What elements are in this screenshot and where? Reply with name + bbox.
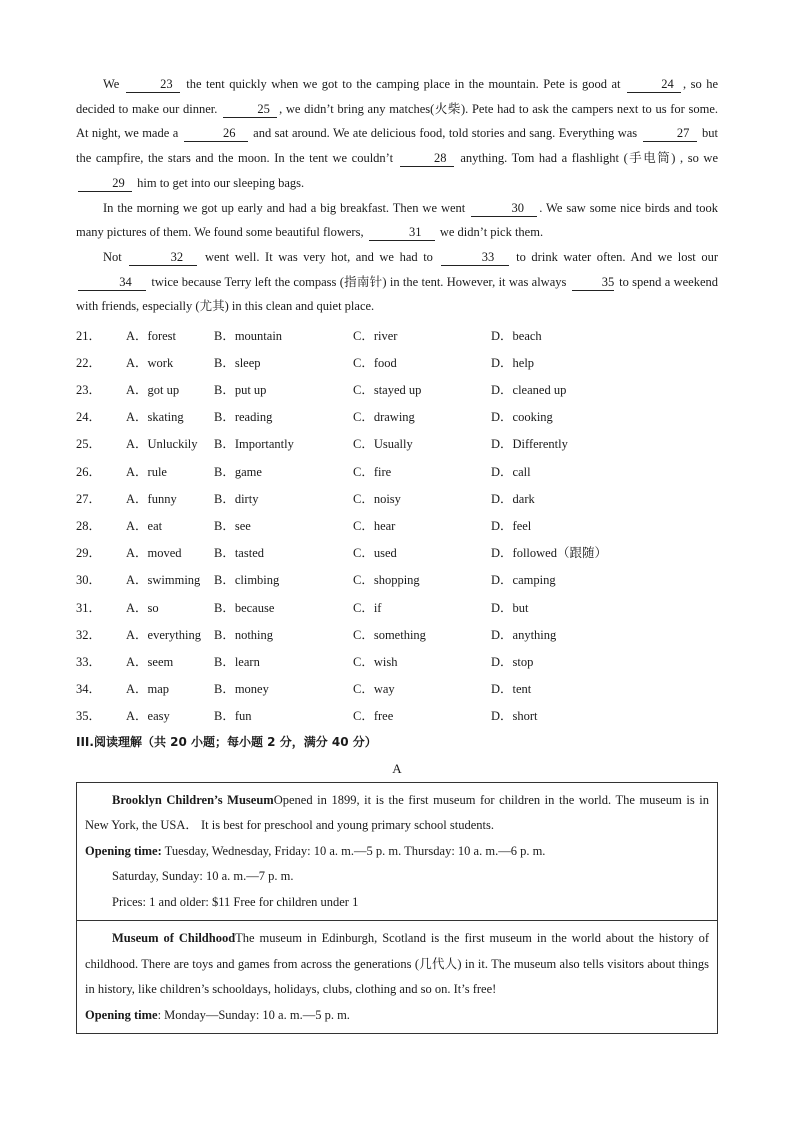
option-row: [76, 321, 718, 348]
option-d: D．beach: [491, 328, 542, 343]
museum-cell-childhood: [77, 920, 717, 1033]
question-number: 25．: [76, 437, 102, 452]
question-number: 32．: [76, 627, 102, 642]
option-c: C．wish: [353, 654, 398, 669]
museum-description: [85, 926, 709, 1003]
text: the tent quickly when we got to the camping place in the mountain. Pete is good at: [186, 77, 621, 91]
option-row: [76, 375, 718, 402]
cloze-paragraph-1: [76, 72, 718, 196]
museum-desc-text: The museum in Edinburgh, Scotland is the first museum in the world about the history of childhood. There are toys and games from across the generations (几代人) in it. The museum also tells visitors about things in history, like children’s schooldays, holidays, clubs, clothing and so on. It’s free!: [85, 931, 709, 997]
option-a: A．skating: [126, 410, 184, 425]
option-c: C．shopping: [353, 573, 420, 588]
question-number: 31．: [76, 600, 102, 615]
question-number: 22．: [76, 355, 102, 370]
option-row: [76, 348, 718, 375]
question-number: 24．: [76, 410, 102, 425]
option-b: B．Importantly: [214, 437, 294, 452]
option-a: A．seem: [126, 654, 174, 669]
option-a: A．moved: [126, 546, 182, 561]
option-c: C．if: [353, 600, 382, 615]
option-a: A．easy: [126, 709, 170, 724]
opening-time: [85, 839, 709, 865]
option-d: D．Differently: [491, 437, 568, 452]
option-row: [76, 647, 718, 674]
option-b: B．reading: [214, 410, 273, 425]
option-d: D．cleaned up: [491, 383, 567, 397]
option-c: C．food: [353, 355, 397, 370]
option-b: B．climbing: [214, 573, 280, 588]
option-d: D．help: [491, 355, 535, 370]
blank-32: 32: [129, 250, 197, 266]
museum-info-box: [76, 782, 718, 1035]
opening-time-value: Tuesday, Wednesday, Friday: 10 a. m.—5 p. m. Thursday: 10 a. m.—6 p. m.: [161, 843, 546, 858]
museum-desc-text: Opened in 1899, it is the first museum for children in the world. The museum is in New York, the USA． It is best for preschool and young primary school students.: [85, 792, 709, 833]
option-c: C．Usually: [353, 437, 413, 452]
blank-26: 26: [184, 126, 248, 142]
option-row: [76, 620, 718, 647]
option-a: A．funny: [126, 491, 177, 506]
option-row: [76, 457, 718, 484]
opening-time: [85, 1003, 709, 1029]
option-a: A．Unluckily: [126, 437, 198, 452]
answer-options: [76, 321, 718, 729]
text: . We saw some nice birds and took many pictures of them. We found some beautiful flowers,: [76, 200, 719, 240]
blank-34: 34: [78, 275, 146, 291]
option-c: C．free: [353, 709, 394, 724]
option-row: [76, 403, 718, 430]
weekend-hours: Saturday, Sunday: 10 a. m.—7 p. m.: [112, 869, 294, 884]
option-row: [76, 511, 718, 538]
option-c: C．way: [353, 682, 395, 697]
option-row: [76, 702, 718, 729]
option-a: A．forest: [126, 328, 176, 343]
option-c: C．used: [353, 546, 397, 561]
option-b: B．game: [214, 464, 262, 479]
option-d: D．call: [491, 464, 531, 479]
opening-time-label: Opening time:: [85, 843, 162, 858]
blank-25: 25: [223, 102, 277, 118]
blank-30: 30: [471, 201, 537, 217]
question-number: 23．: [76, 383, 102, 397]
option-a: A．work: [126, 355, 174, 370]
text: him to get into our sleeping bags.: [137, 175, 305, 190]
blank-23: 23: [126, 77, 180, 93]
option-row: [76, 539, 718, 566]
option-a: A．got up: [126, 383, 180, 397]
text: , we didn’t bring any matches(火柴). Pete had to ask the campers next to us for some. At night, we made a: [76, 101, 718, 141]
option-a: A．so: [126, 600, 159, 615]
passage-letter: A: [392, 760, 402, 776]
option-d: D．cooking: [491, 410, 553, 425]
text: but the campfire, the stars and the moon. In the tent we couldn’t: [76, 126, 719, 166]
option-d: D．camping: [491, 573, 556, 588]
option-row: [76, 484, 718, 511]
prices: Prices: 1 and older: $11 Free for children under 1: [112, 894, 359, 909]
text: anything. Tom had a flashlight (手电筒) , so we: [460, 151, 719, 166]
text: went well. It was very hot, and we had to: [204, 249, 433, 264]
blank-27: 27: [643, 126, 697, 142]
option-b: B．because: [214, 600, 275, 615]
text: we didn’t pick them.: [439, 225, 544, 240]
option-c: C．fire: [353, 464, 392, 479]
exam-page: [76, 72, 718, 1034]
blank-35: 35: [572, 275, 614, 291]
option-b: B．sleep: [214, 355, 261, 370]
blank-28: 28: [400, 151, 454, 167]
option-b: B．learn: [214, 654, 260, 669]
question-number: 21．: [76, 328, 102, 343]
cloze-paragraph-2: [76, 196, 718, 245]
option-row: [76, 674, 718, 701]
option-d: D．tent: [491, 682, 532, 697]
question-number: 26．: [76, 464, 102, 479]
option-row: [76, 593, 718, 620]
text: , so he decided to make our dinner.: [76, 77, 718, 116]
blank-24: 24: [627, 77, 681, 93]
question-number: 29．: [76, 546, 102, 561]
option-b: B．tasted: [214, 546, 264, 561]
option-b: B．money: [214, 682, 269, 697]
option-d: D．but: [491, 600, 529, 615]
option-b: B．put up: [214, 383, 267, 397]
option-c: C．noisy: [353, 491, 401, 506]
blank-31: 31: [369, 225, 435, 241]
option-b: B．mountain: [214, 328, 283, 343]
option-c: C．hear: [353, 518, 396, 533]
option-d: D．stop: [491, 654, 534, 669]
option-a: A．everything: [126, 627, 201, 642]
blank-29: 29: [78, 176, 132, 192]
option-a: A．rule: [126, 464, 167, 479]
option-b: B．see: [214, 518, 251, 533]
opening-time-value: : Monday—Sunday: 10 a. m.—5 p. m.: [157, 1007, 350, 1022]
question-number: 35．: [76, 709, 102, 724]
option-a: A．map: [126, 682, 170, 697]
blank-33: 33: [441, 250, 509, 266]
museum-cell-brooklyn: [77, 783, 717, 921]
text: to drink water often. And we lost our: [516, 249, 719, 264]
option-d: D．short: [491, 709, 538, 724]
option-b: B．nothing: [214, 627, 274, 642]
opening-time-label: Opening time: [85, 1007, 158, 1022]
text: twice because Terry left the compass (指南针) in the tent. However, it was always: [151, 274, 567, 289]
option-a: A．eat: [126, 518, 163, 533]
option-d: D．followed（跟随）: [491, 546, 607, 561]
museum-name: Brooklyn Children’s Museum: [112, 792, 274, 807]
text: and sat around. We ate delicious food, told stories and sang. Everything was: [253, 126, 638, 141]
text: We: [103, 77, 120, 91]
option-d: D．anything: [491, 627, 557, 642]
text: In the morning we got up early and had a big breakfast. Then we went: [103, 200, 466, 215]
cloze-paragraph-3: [76, 245, 718, 319]
option-c: C．something: [353, 627, 426, 642]
question-number: 30．: [76, 573, 102, 588]
question-number: 28．: [76, 518, 102, 533]
text: to spend a weekend with friends, especially (尤其) in this clean and quiet place.: [76, 274, 719, 314]
option-c: C．stayed up: [353, 383, 422, 397]
option-a: A．swimming: [126, 573, 201, 588]
option-c: C．drawing: [353, 410, 415, 425]
museum-name: Museum of Childhood: [112, 931, 236, 946]
museum-description: [85, 788, 709, 839]
option-d: D．feel: [491, 518, 532, 533]
question-number: 33．: [76, 654, 102, 669]
option-b: B．fun: [214, 709, 252, 724]
option-row: [76, 566, 718, 593]
option-c: C．river: [353, 328, 398, 343]
question-number: 27．: [76, 491, 102, 506]
section-title: III.阅读理解（共 20 小题；每小题 2 分，满分 40 分）: [76, 734, 377, 749]
option-b: B．dirty: [214, 491, 259, 506]
option-d: D．dark: [491, 491, 535, 506]
question-number: 34．: [76, 682, 102, 697]
option-row: [76, 430, 718, 457]
text: Not: [103, 249, 122, 264]
